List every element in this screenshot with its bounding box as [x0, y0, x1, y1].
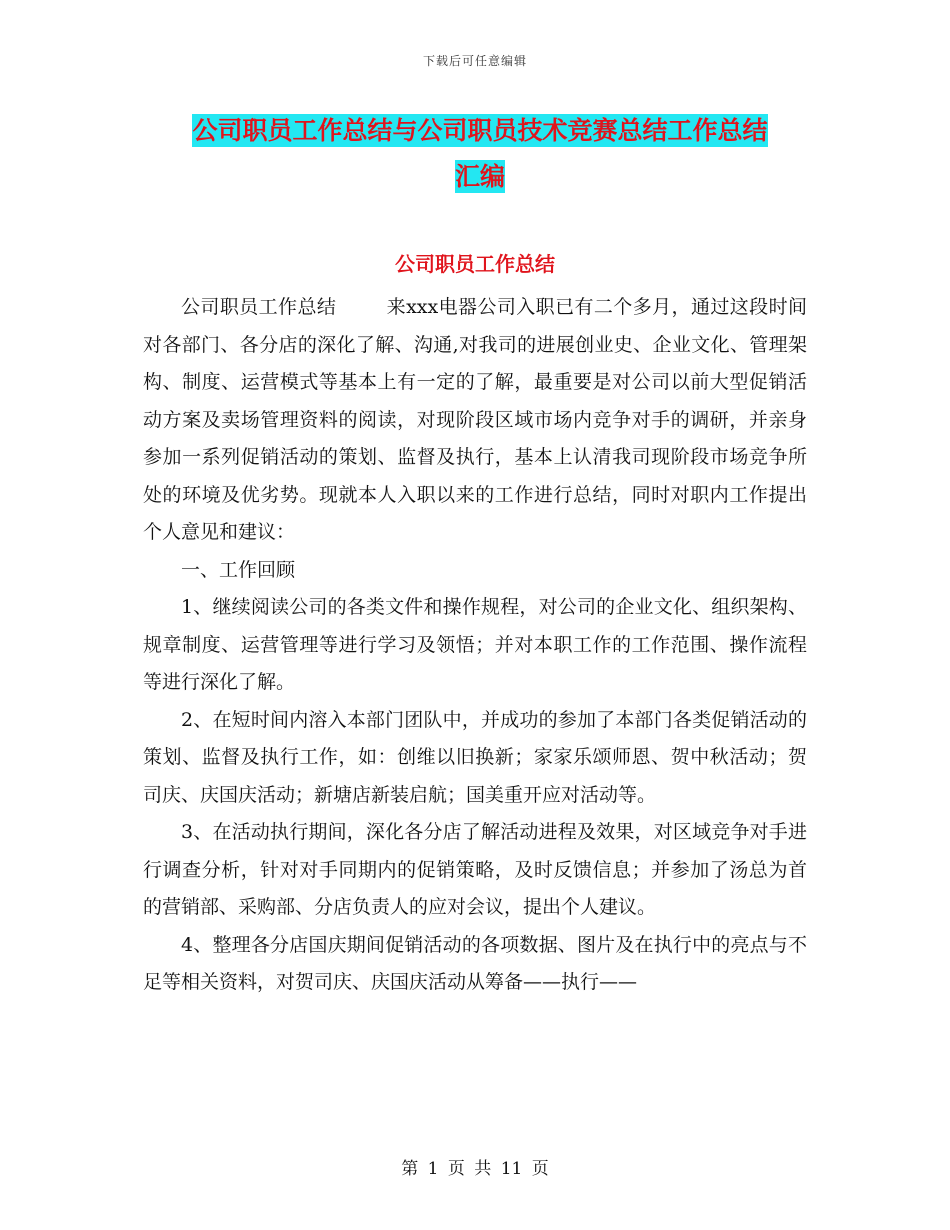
- heading-work-review: 一、工作回顾: [181, 558, 296, 581]
- page-footer: 第 1 页 共 11 页: [401, 1159, 549, 1179]
- paragraph-item-4: 4、整理各分店国庆期间促销活动的各项数据、图片及在执行中的亮点与不足等相关资料，对贺司庆、庆国庆活动从筹备——执行——: [143, 933, 807, 993]
- page-header-note: 下载后可任意编辑: [422, 54, 527, 68]
- intro-paragraph: [143, 289, 807, 552]
- paragraph-item-3: 3、在活动执行期间，深化各分店了解活动进程及效果，对区域竞争对手进行调查分析，针对对手同期内的促销策略，及时反馈信息；并参加了汤总为首的营销部、采购部、分店负责人的应对会议，提出个人建议。: [143, 821, 807, 918]
- document-title: [150, 108, 810, 200]
- document-body: [143, 289, 807, 1002]
- document-title-line-1: 公司职员工作总结与公司职员技术竞赛总结工作总结: [192, 116, 768, 145]
- intro-text: 来xxx电器公司入职已有二个多月，通过这段时间对各部门、各分店的深化了解、沟通,对我司的进展创业史、企业文化、管理架构、制度、运营模式等基本上有一定的了解，最重要是对公司以前大型促销活动方案及卖场管理资料的阅读，对现阶段区域市场内竞争对手的调研，并亲身参加一系列促销活动的策划、监督及执行，基本上认清我司现阶段市场竞争所处的环境及优劣势。现就本人入职以来的工作进行总结，同时对职内工作提出个人意见和建议：: [143, 296, 807, 543]
- paragraph-item-2: 2、在短时间内溶入本部门团队中，并成功的参加了本部门各类促销活动的策划、监督及执行工作，如：创维以旧换新；家家乐颂师恩、贺中秋活动；贺司庆、庆国庆活动；新塘店新装启航；国美重开应对活动等。: [143, 708, 807, 806]
- paragraph-item-1: 1、继续阅读公司的各类文件和操作规程，对公司的企业文化、组织架构、规章制度、运营管理等进行学习及领悟；并对本职工作的工作范围、操作流程等进行深化了解。: [143, 596, 807, 693]
- section-title: 公司职员工作总结: [395, 252, 555, 276]
- document-title-line-2: 汇编: [454, 162, 505, 191]
- intro-label: 公司职员工作总结: [181, 296, 337, 318]
